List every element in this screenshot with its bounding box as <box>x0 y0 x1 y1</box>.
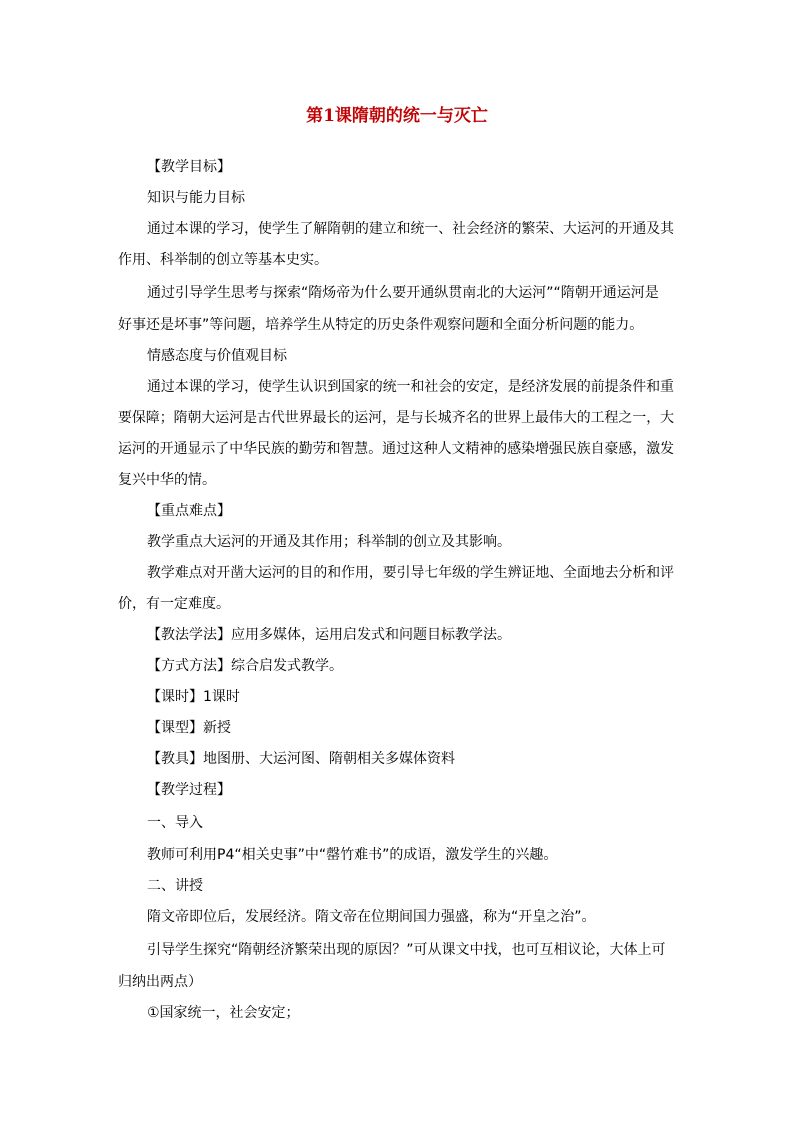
paragraph-line: 通过本课的学习，使学生了解隋朝的建立和统一、社会经济的繁荣、大运河的开通及其 <box>147 221 674 237</box>
subheading-knowledge-ability: 知识与能力目标 <box>147 190 245 206</box>
lesson-type-line: 【课型】新授 <box>147 720 231 736</box>
page-title: 第1课隋朝的统一与灭亡 <box>306 106 488 126</box>
approach-line: 【方式方法】综合启发式教学。 <box>147 658 343 674</box>
paragraph-line: 引导学生探究“隋朝经济繁荣出现的原因？”可从课文中找，也可互相议论，大体上可 <box>147 942 666 958</box>
paragraph-line: 作用、科举制的创立等基本史实。 <box>118 252 328 268</box>
paragraph-line: 运河的开通显示了中华民族的勤劳和智慧。通过这种人文精神的感染增强民族自豪感，激发 <box>118 441 675 457</box>
class-hours-line: 【课时】1课时 <box>147 689 240 705</box>
paragraph-line: 好事还是坏事”等问题，培养学生从特定的历史条件观察问题和全面分析问题的能力。 <box>118 317 644 333</box>
section-heading-objectives: 【教学目标】 <box>147 159 231 175</box>
paragraph-line: 要保障；隋朝大运河是古代世界最长的运河，是与长城齐名的世界上最伟大的工程之一，大 <box>118 410 675 426</box>
subheading-emotion-values: 情感态度与价值观目标 <box>147 348 287 364</box>
paragraph-line: 通过引导学生思考与探索“隋炀帝为什么要开通纵贯南北的大运河”“隋朝开通运河是 <box>147 285 659 301</box>
section-heading-process: 【教学过程】 <box>147 782 231 798</box>
subheading-introduction: 一、导入 <box>147 815 203 831</box>
list-item: ①国家统一，社会安定； <box>147 1005 300 1021</box>
teaching-aids-line: 【教具】地图册、大运河图、隋朝相关多媒体资料 <box>147 751 455 767</box>
paragraph-line: 教学难点对开凿大运河的目的和作用，要引导七年级的学生辨证地、全面地去分析和评 <box>147 565 674 581</box>
paragraph-line: 通过本课的学习，使学生认识到国家的统一和社会的安定，是经济发展的前提条件和重 <box>147 379 674 395</box>
paragraph-line: 隋文帝即位后，发展经济。隋文帝在位期间国力强盛，称为“开皇之治”。 <box>147 909 596 925</box>
paragraph-line: 价，有一定难度。 <box>118 596 230 612</box>
subheading-lecture: 二、讲授 <box>147 878 203 894</box>
paragraph-line: 复兴中华的情。 <box>118 472 216 488</box>
paragraph-line: 归纳出两点） <box>118 974 202 990</box>
section-heading-key-points: 【重点难点】 <box>147 503 231 519</box>
teaching-method-line: 【教法学法】应用多媒体，运用启发式和问题目标教学法。 <box>147 627 511 643</box>
paragraph-line: 教学重点大运河的开通及其作用；科举制的创立及其影响。 <box>147 534 511 550</box>
paragraph-line: 教师可利用P4“相关史事”中“罄竹难书”的成语，激发学生的兴趣。 <box>147 847 558 863</box>
